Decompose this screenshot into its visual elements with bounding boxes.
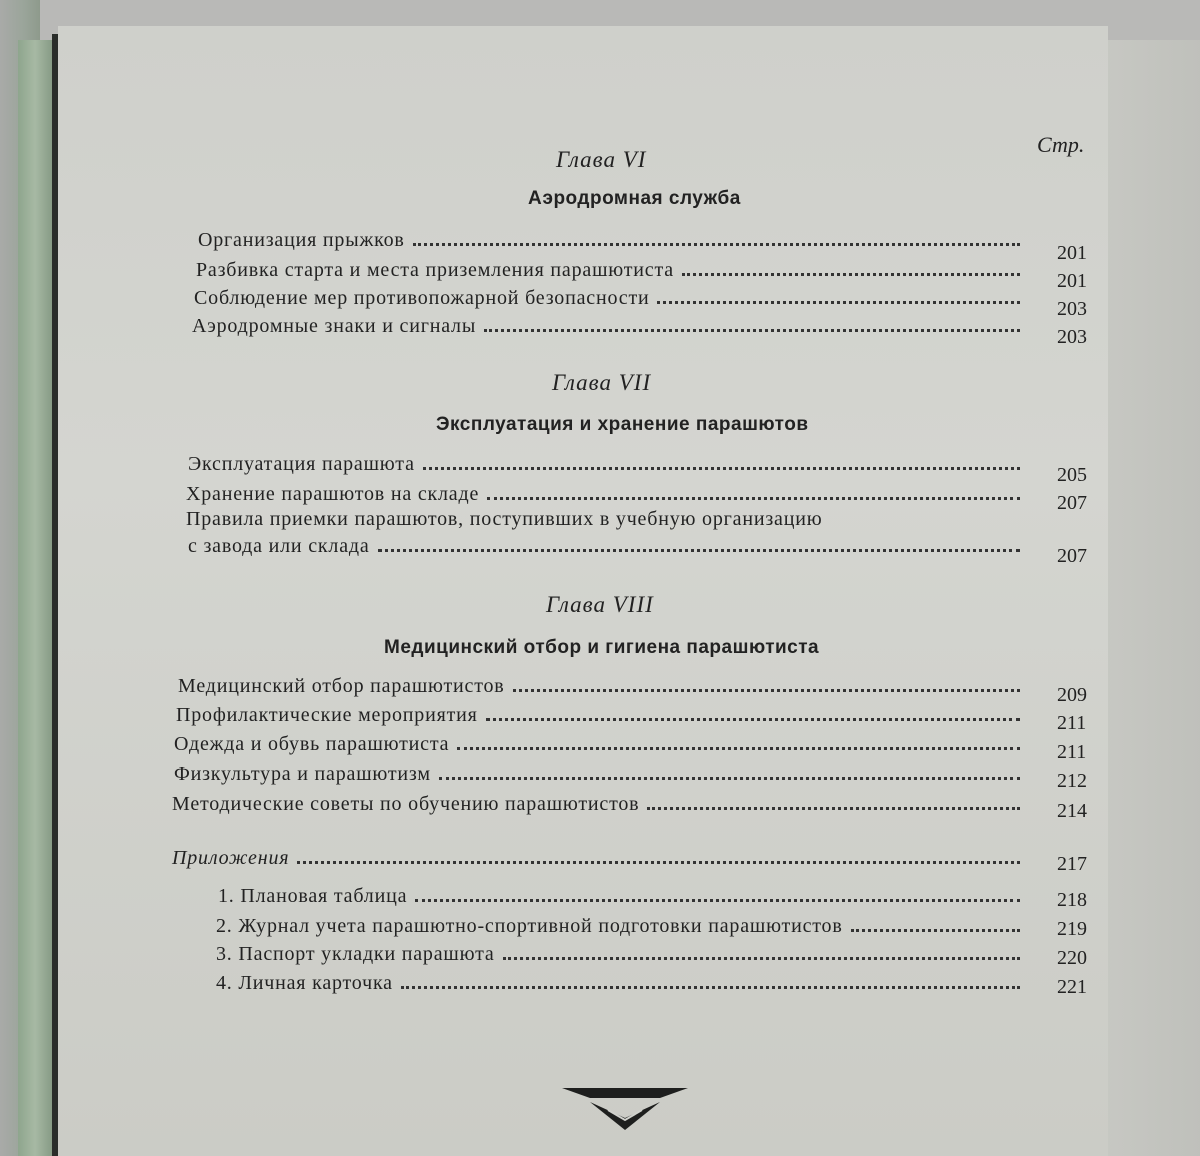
toc-entry[interactable]	[198, 222, 1030, 252]
toc-entry-page: 211	[1057, 712, 1087, 734]
leader-dots	[297, 861, 1020, 864]
leader-dots	[503, 957, 1020, 960]
toc-entry-page: 207	[1057, 545, 1087, 567]
page-column-header: Стр.	[1037, 132, 1085, 157]
toc-entry-page: 214	[1057, 800, 1087, 822]
toc-entry-title: Соблюдение мер противопожарной безопасности	[194, 287, 650, 309]
toc-entry-page: 201	[1057, 242, 1087, 264]
toc-entry[interactable]	[188, 446, 1030, 476]
toc-entry-title: Приложения	[172, 847, 290, 869]
chapter-label: Глава VII	[552, 370, 652, 395]
leader-dots	[657, 301, 1020, 304]
toc-entry[interactable]	[196, 252, 1030, 282]
toc-entry-title: Физкультура и парашютизм	[174, 763, 431, 785]
toc-entry-appendix-item[interactable]	[216, 908, 1030, 938]
toc-entry-title: 2. Журнал учета парашютно-спортивной подготовки парашютистов	[216, 915, 843, 937]
toc-entry-page: 218	[1057, 889, 1087, 911]
leader-dots	[378, 549, 1020, 552]
toc-entry-title: Методические советы по обучению парашютистов	[172, 793, 640, 815]
tailpiece-ornament-icon	[560, 1080, 690, 1140]
toc-entry-page: 212	[1057, 770, 1087, 792]
toc-entry[interactable]	[174, 726, 1030, 756]
leader-dots	[486, 718, 1020, 721]
toc-entry-title: 3. Паспорт укладки парашюта	[216, 943, 495, 965]
leader-dots	[401, 986, 1020, 989]
chapter-title: Аэродромная служба	[528, 188, 741, 209]
toc-entry[interactable]	[176, 697, 1030, 727]
toc-entry-page: 201	[1057, 270, 1087, 292]
toc-entry-page: 209	[1057, 684, 1087, 706]
toc-entry-appendix-item[interactable]	[216, 965, 1030, 995]
toc-entry[interactable]	[172, 786, 1030, 816]
toc-entry-title: 4. Личная карточка	[216, 972, 393, 994]
chapter-title: Медицинский отбор и гигиена парашютиста	[384, 637, 820, 658]
chapter-label: Глава VI	[556, 147, 647, 172]
toc-entry-title: Эксплуатация парашюта	[188, 453, 415, 475]
toc-entry-page: 203	[1057, 326, 1087, 348]
toc-entry-title: Медицинский отбор парашютистов	[178, 675, 505, 697]
toc-entry-title: Профилактические мероприятия	[176, 704, 478, 726]
leader-dots	[682, 273, 1020, 276]
leader-dots	[413, 243, 1020, 246]
leader-dots	[423, 467, 1020, 470]
toc-entry-page: 217	[1057, 853, 1087, 875]
facing-page	[1100, 40, 1200, 1156]
chapter-title: Эксплуатация и хранение парашютов	[436, 414, 809, 435]
toc-entry-title: Одежда и обувь парашютиста	[174, 733, 450, 755]
leader-dots	[484, 329, 1020, 332]
toc-entry-title: 1. Плановая таблица	[218, 885, 408, 907]
leader-dots	[851, 929, 1020, 932]
toc-entry[interactable]	[174, 756, 1030, 786]
book-cover-edge	[18, 40, 56, 1156]
leader-dots	[513, 689, 1020, 692]
toc-entry-title: Аэродромные знаки и сигналы	[192, 315, 477, 337]
leader-dots	[487, 497, 1020, 500]
toc-entry[interactable]	[192, 308, 1030, 338]
toc-entry-title: Разбивка старта и места приземления парашютиста	[196, 259, 674, 281]
toc-entry-page: 203	[1057, 298, 1087, 320]
chapter-label: Глава VIII	[546, 592, 654, 617]
leader-dots	[647, 807, 1020, 810]
leader-dots	[415, 899, 1020, 902]
leader-dots	[439, 777, 1020, 780]
toc-entry[interactable]	[194, 280, 1030, 310]
toc-entry-page: 220	[1057, 947, 1087, 969]
leader-dots	[457, 747, 1020, 750]
toc-entry-appendix-item[interactable]	[216, 936, 1030, 966]
toc-entry-title: Организация прыжков	[198, 229, 405, 251]
toc-entry-page: 211	[1057, 741, 1087, 763]
toc-entry-title: Хранение парашютов на складе	[186, 483, 480, 505]
toc-entry-title-continuation: с завода или склада	[188, 535, 370, 557]
toc-entry-page: 219	[1057, 918, 1087, 940]
toc-entry-appendix[interactable]	[172, 840, 1030, 870]
toc-entry[interactable]	[178, 668, 1030, 698]
toc-entry-page: 205	[1057, 464, 1087, 486]
toc-entry-appendix-item[interactable]	[218, 878, 1030, 908]
toc-entry[interactable]	[188, 528, 1030, 558]
toc-entry-page: 221	[1057, 976, 1087, 998]
toc-entry-title[interactable]: Правила приемки парашютов, поступивших в учебную организацию	[186, 508, 823, 530]
toc-entry-page: 207	[1057, 492, 1087, 514]
toc-entry[interactable]	[186, 476, 1030, 506]
